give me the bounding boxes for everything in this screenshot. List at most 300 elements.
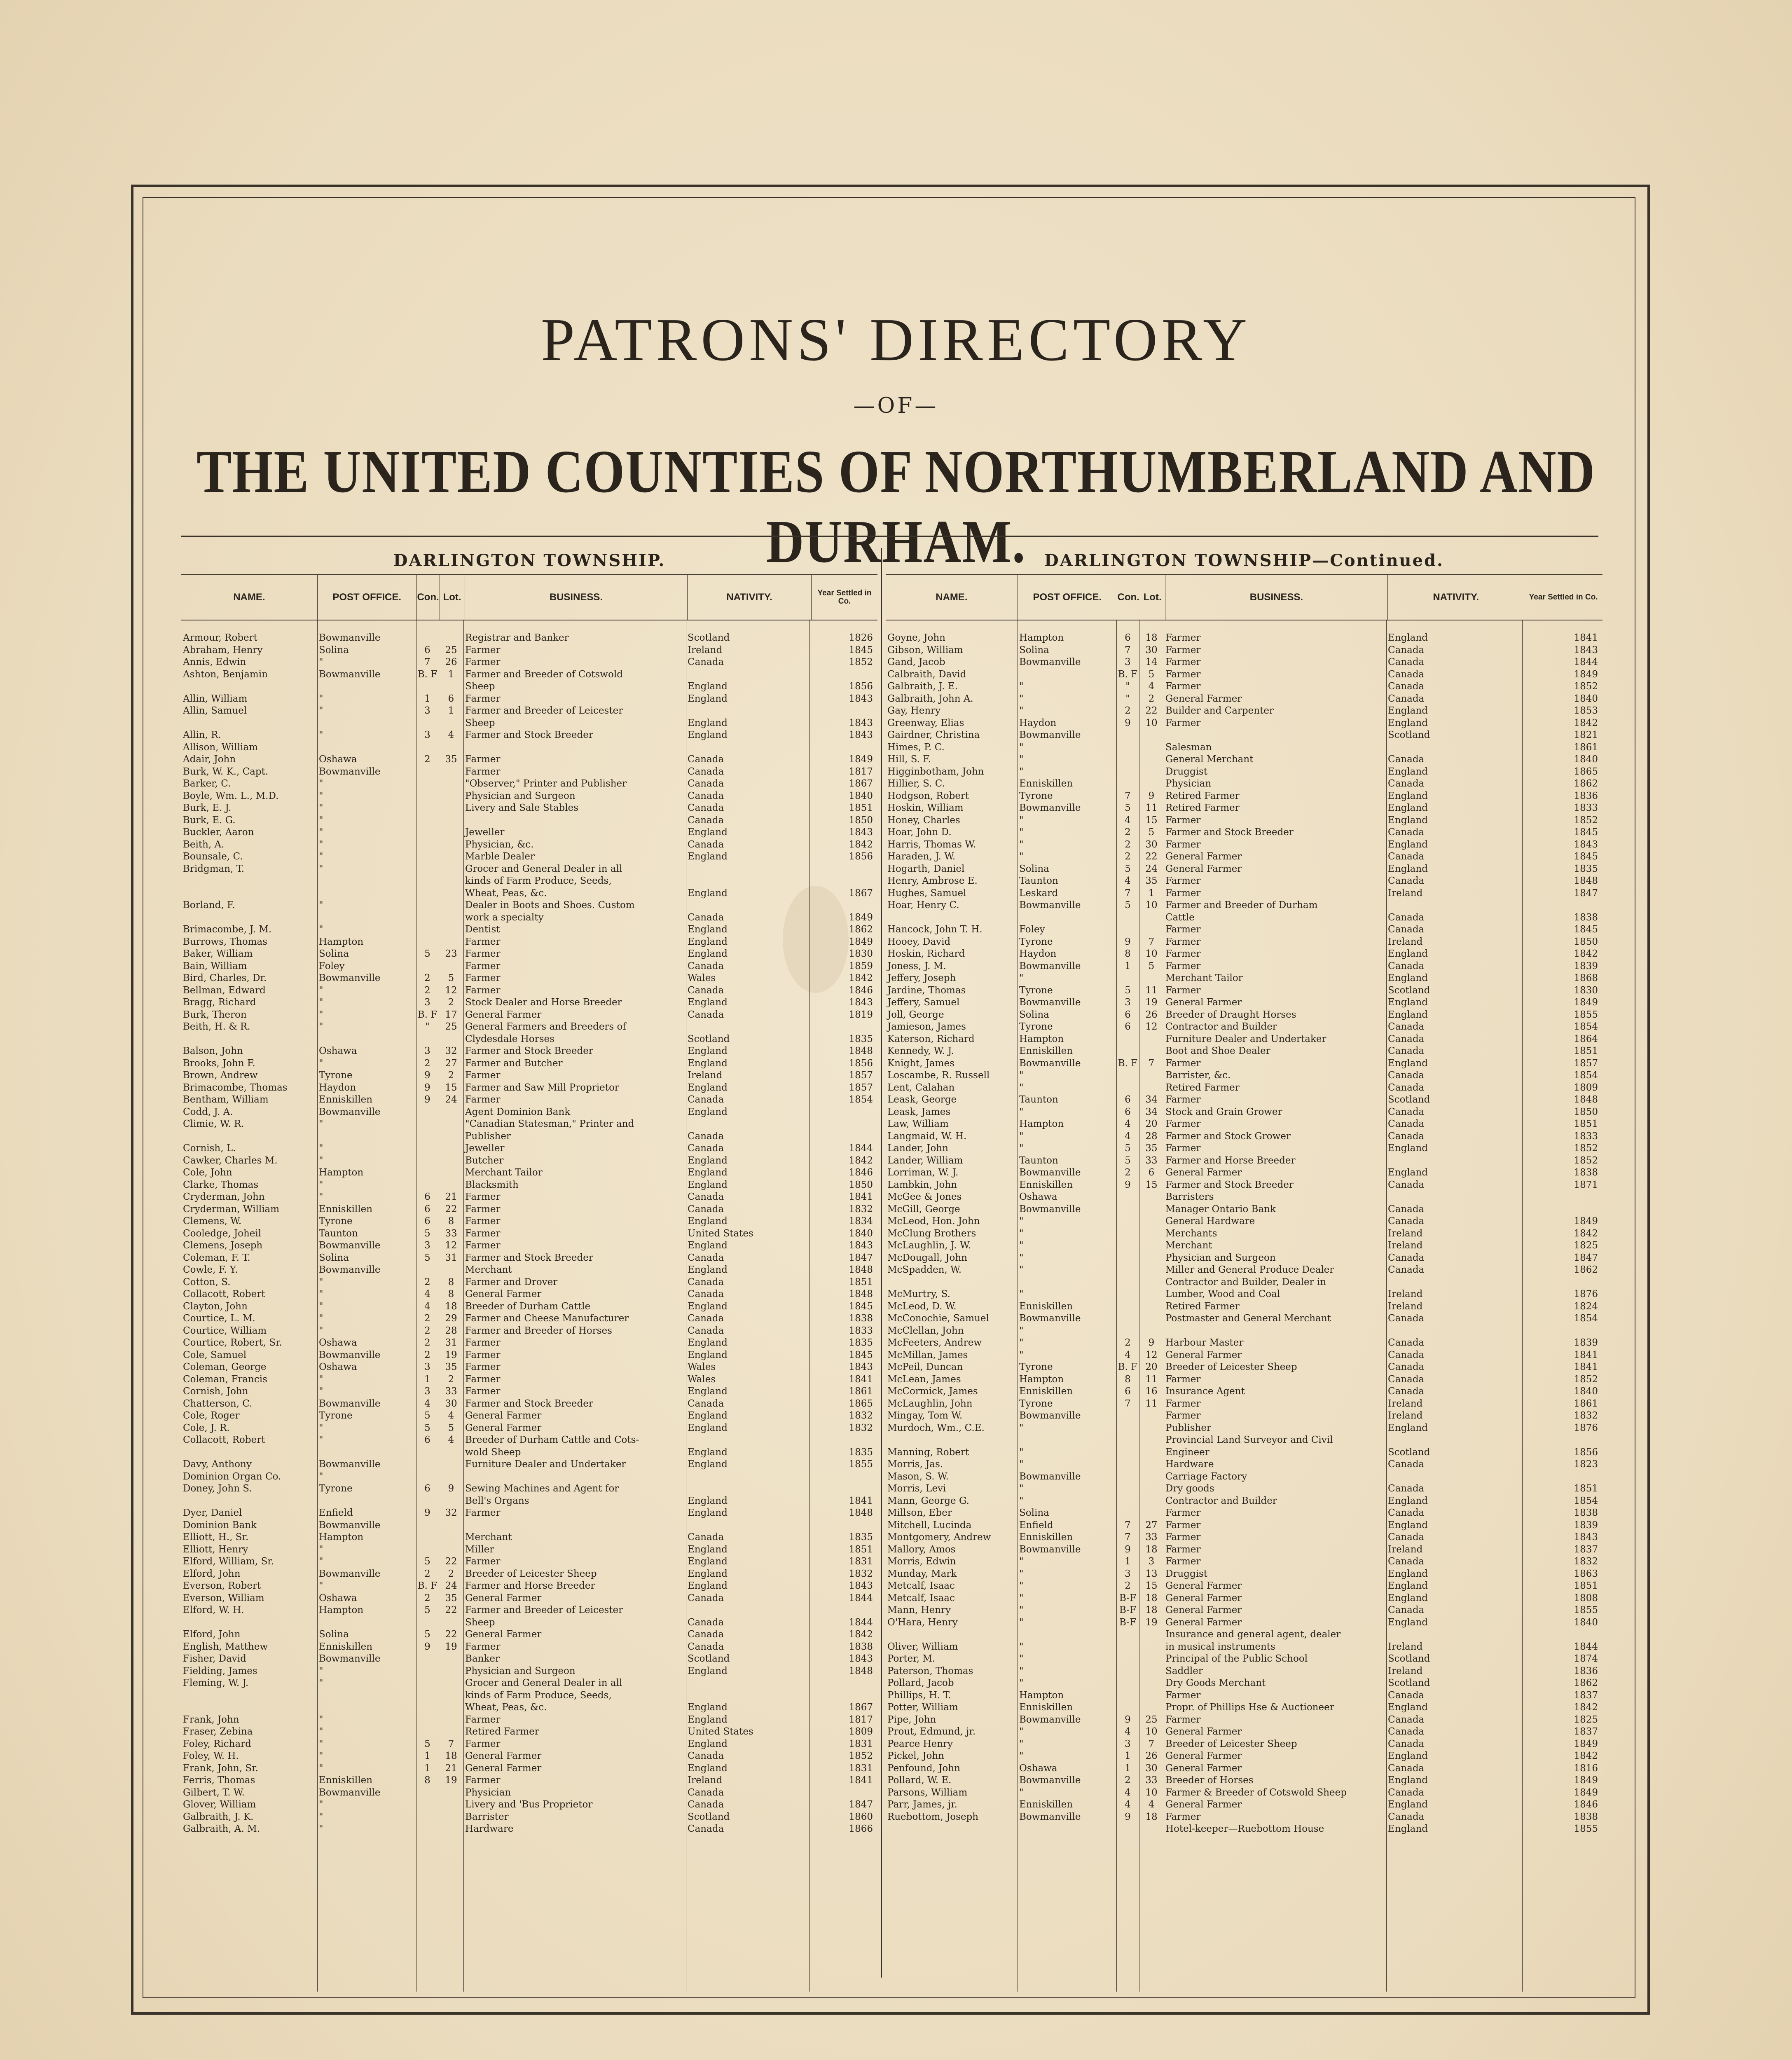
lot-cell: 22 — [1145, 705, 1158, 716]
lot-cell — [1139, 972, 1164, 985]
year-cell: 1848 — [849, 1264, 873, 1275]
lot-cell: 16 — [1145, 1386, 1158, 1397]
table-row — [181, 863, 877, 876]
nativity-cell: England — [1388, 1617, 1428, 1628]
con-cell: 1 — [1125, 1556, 1131, 1567]
con-cell — [1116, 912, 1139, 924]
name-cell: English, Matthew — [183, 1641, 268, 1652]
year-cell: 1843 — [849, 1240, 873, 1251]
lot-cell: 10 — [1145, 900, 1158, 911]
name-cell: McMurtry, S. — [887, 1289, 950, 1299]
nativity-cell: Canada — [688, 1398, 724, 1409]
year-cell: 1859 — [849, 960, 873, 971]
con-cell — [416, 802, 439, 815]
name-cell: Lorriman, W. J. — [887, 1167, 959, 1178]
con-cell: B-F — [1119, 1605, 1137, 1615]
lot-cell — [1139, 1823, 1164, 1835]
table-row — [181, 1726, 877, 1738]
business-cell: Farmer — [1165, 1398, 1201, 1409]
name-cell: Dyer, Daniel — [183, 1508, 242, 1518]
table-row — [181, 1471, 877, 1483]
post-office-cell: " — [319, 1471, 323, 1482]
lot-cell — [1139, 1629, 1164, 1641]
con-cell: 3 — [424, 1362, 430, 1372]
nativity-cell: Canada — [688, 1203, 724, 1215]
name-cell: Cawker, Charles M. — [183, 1155, 278, 1166]
con-cell: 3 — [1125, 657, 1131, 667]
post-office-cell: Bowmanville — [1019, 1811, 1081, 1822]
lot-cell — [1139, 1653, 1164, 1665]
table-row — [181, 1738, 877, 1751]
post-office-cell: Bowmanville — [1019, 730, 1081, 740]
business-cell: Clydesdale Horses — [465, 1033, 554, 1044]
nativity-cell: Canada — [688, 985, 724, 996]
con-cell — [416, 851, 439, 863]
lot-cell — [439, 1823, 463, 1835]
table-row — [181, 1653, 877, 1665]
year-cell: 1851 — [1574, 1046, 1598, 1056]
year-cell: 1846 — [849, 1167, 873, 1178]
post-office-cell: Hampton — [1019, 1374, 1064, 1385]
name-cell: Parr, James, jr. — [887, 1799, 957, 1810]
year-cell — [809, 1604, 875, 1617]
table-row — [886, 1580, 1603, 1592]
year-cell: 1848 — [1574, 1094, 1598, 1105]
business-cell: General Farmer — [1165, 1580, 1242, 1591]
table-row — [181, 1203, 877, 1216]
year-cell: 1862 — [1574, 1264, 1598, 1275]
con-cell — [1116, 1215, 1139, 1228]
post-office-cell: " — [1019, 1447, 1024, 1458]
table-row — [886, 790, 1603, 803]
lot-cell: 35 — [1145, 876, 1158, 886]
lot-cell — [439, 1811, 463, 1824]
name-cell: Cole, Samuel — [183, 1349, 247, 1360]
nativity-cell: England — [688, 1046, 728, 1056]
name-cell: Hoskin, Richard — [887, 948, 965, 959]
nativity-cell: Ireland — [688, 644, 723, 655]
con-cell: 6 — [424, 1483, 430, 1494]
lot-cell: 10 — [1145, 717, 1158, 728]
business-cell: Sewing Machines and Agent for — [465, 1483, 619, 1494]
business-cell: Provincial Land Surveyor and Civil — [1165, 1435, 1333, 1445]
nativity-cell — [686, 1471, 809, 1483]
con-cell: 6 — [1125, 1021, 1131, 1032]
business-cell: Farmer — [465, 1775, 501, 1786]
business-cell: General Farmer — [465, 1009, 542, 1020]
table-row — [181, 1240, 877, 1252]
post-office-cell: Foley — [1019, 924, 1045, 935]
lot-cell: 19 — [1145, 997, 1158, 1008]
year-cell: 1851 — [849, 1544, 873, 1555]
post-office-cell: Taunton — [1019, 1094, 1058, 1105]
table-row — [886, 936, 1603, 948]
table-row — [886, 863, 1603, 876]
table-row — [886, 632, 1603, 644]
business-cell: Insurance and general agent, dealer — [1165, 1629, 1341, 1640]
table-header — [181, 574, 877, 620]
nativity-cell: Scotland — [688, 1033, 730, 1044]
name-cell: Loscambe, R. Russell — [887, 1070, 990, 1081]
nativity-cell — [1386, 1155, 1522, 1167]
nativity-cell — [686, 1118, 809, 1131]
post-office-cell: " — [319, 1289, 323, 1299]
lot-cell: 22 — [445, 1556, 457, 1567]
lot-cell — [1139, 1215, 1164, 1228]
table-body — [181, 620, 877, 1992]
name-cell: Gay, Henry — [887, 705, 941, 716]
year-cell: 1836 — [1574, 790, 1598, 801]
lot-cell: 2 — [448, 997, 454, 1008]
table-row — [181, 899, 877, 912]
table-row — [181, 972, 877, 985]
post-office-cell: Haydon — [319, 1082, 356, 1093]
nativity-cell: Ireland — [1388, 1398, 1423, 1409]
business-cell: Farmer — [1165, 1532, 1201, 1543]
year-cell: 1855 — [849, 1459, 873, 1470]
year-cell — [1522, 1276, 1600, 1289]
table-row — [181, 912, 877, 924]
post-office-cell: " — [1019, 1665, 1024, 1676]
lot-cell: 1 — [1148, 887, 1155, 899]
table-row — [181, 1386, 877, 1398]
name-cell: Morris, Edwin — [887, 1556, 956, 1567]
table-row — [886, 1349, 1603, 1362]
business-cell: Contractor and Builder, Dealer in — [1165, 1276, 1326, 1288]
year-cell: 1861 — [1574, 1398, 1598, 1409]
name-cell: Penfound, John — [887, 1763, 960, 1774]
year-cell: 1855 — [1574, 1605, 1598, 1615]
nativity-cell: Canada — [1388, 644, 1425, 655]
business-cell: wold Sheep — [465, 1447, 521, 1458]
post-office-cell: " — [1019, 1678, 1024, 1688]
year-cell: 1852 — [1574, 681, 1598, 692]
year-cell: 1856 — [849, 681, 873, 692]
business-cell: Breeder of Horses — [1165, 1775, 1254, 1786]
con-cell — [1116, 1677, 1139, 1690]
nativity-cell — [1386, 742, 1522, 754]
nativity-cell: England — [688, 1544, 728, 1555]
nativity-cell: England — [688, 997, 728, 1008]
nativity-cell: Canada — [1388, 1119, 1425, 1129]
lot-cell — [1139, 1665, 1164, 1678]
con-cell: 9 — [1125, 1179, 1131, 1190]
post-office-cell: Hampton — [319, 1532, 364, 1543]
table-row — [886, 1447, 1603, 1459]
business-cell: Farmer — [1165, 1119, 1201, 1129]
table-row — [886, 1070, 1603, 1082]
name-cell: Hoar, John D. — [887, 827, 952, 838]
year-cell: 1849 — [849, 912, 873, 923]
lot-cell — [439, 826, 463, 839]
year-cell — [809, 1471, 875, 1483]
business-cell: Retired Farmer — [1165, 1301, 1240, 1312]
lot-cell: 20 — [1145, 1119, 1158, 1129]
year-cell: 1841 — [1574, 1349, 1598, 1360]
lot-cell: 18 — [1145, 632, 1158, 643]
name-cell: Ruebottom, Joseph — [887, 1811, 979, 1822]
post-office-cell — [317, 1690, 416, 1702]
nativity-cell: England — [1388, 863, 1428, 874]
nativity-cell: Scotland — [688, 1811, 730, 1822]
post-office-cell — [1018, 1434, 1116, 1447]
name-cell — [181, 1131, 317, 1143]
con-cell — [1116, 1422, 1139, 1435]
lot-cell — [439, 1131, 463, 1143]
name-cell: Fisher, David — [183, 1653, 246, 1664]
year-cell — [1522, 1325, 1600, 1337]
con-cell: 5 — [1125, 1143, 1131, 1154]
table-row — [181, 1422, 877, 1435]
con-cell — [416, 924, 439, 936]
nativity-cell: Canada — [688, 1313, 724, 1324]
name-cell: Kennedy, W. J. — [887, 1046, 954, 1056]
table-row — [181, 985, 877, 997]
con-cell: B. F — [1118, 669, 1138, 680]
table-row — [181, 1313, 877, 1325]
nativity-cell: Ireland — [1388, 1228, 1423, 1239]
con-cell: 2 — [424, 1592, 430, 1604]
post-office-cell: " — [1019, 754, 1024, 765]
con-cell: 5 — [424, 1410, 430, 1421]
post-office-cell: " — [319, 1155, 323, 1166]
name-cell: Henry, Ambrose E. — [887, 876, 978, 886]
year-cell: 1817 — [849, 1714, 873, 1725]
post-office-cell: " — [319, 1009, 323, 1020]
nativity-cell: Canada — [1388, 1787, 1425, 1798]
post-office-cell: Tyrone — [319, 1070, 353, 1081]
con-cell — [416, 1458, 439, 1471]
column-header-name: NAME. — [181, 575, 318, 620]
post-office-cell: " — [1019, 1082, 1024, 1093]
table-row — [886, 899, 1603, 912]
business-cell: Harbour Master — [1165, 1337, 1244, 1348]
con-cell — [1116, 1191, 1139, 1203]
business-cell: Druggist — [1165, 1568, 1208, 1579]
con-cell: 4 — [424, 1301, 430, 1312]
table-row — [886, 1811, 1603, 1824]
business-cell: Registrar and Banker — [465, 632, 569, 643]
name-cell: Oliver, William — [887, 1641, 958, 1652]
name-cell: Doney, John S. — [183, 1483, 252, 1494]
business-cell: Physician — [1165, 778, 1212, 789]
name-cell: Adair, John — [183, 754, 236, 765]
name-cell: Burk, E. J. — [183, 803, 232, 813]
post-office-cell: " — [319, 657, 323, 667]
business-cell: General Farmer — [465, 1592, 542, 1604]
name-cell: Bird, Charles, Dr. — [183, 973, 267, 983]
year-cell: 1861 — [1574, 742, 1598, 753]
con-cell — [1116, 1471, 1139, 1483]
name-cell: Frank, John, Sr. — [183, 1763, 258, 1774]
name-cell: Elliott, Henry — [183, 1544, 248, 1555]
nativity-cell: Canada — [1388, 1131, 1425, 1142]
year-cell: 1842 — [849, 1155, 873, 1166]
table-row — [181, 1410, 877, 1422]
business-cell: Farmer — [1165, 936, 1201, 947]
lot-cell — [439, 924, 463, 936]
nativity-cell: Canada — [1388, 1313, 1425, 1324]
nativity-cell — [686, 1677, 809, 1690]
year-cell: 1821 — [1574, 730, 1598, 740]
lot-cell — [439, 1179, 463, 1192]
lot-cell: 22 — [445, 1605, 457, 1615]
nativity-cell: England — [1388, 1143, 1428, 1154]
post-office-cell: Solina — [319, 1252, 349, 1263]
name-cell — [886, 1629, 1018, 1641]
table-row — [886, 717, 1603, 730]
con-cell: 5 — [1125, 863, 1131, 874]
business-cell: General Farmer — [1165, 863, 1242, 874]
business-cell: Farmer — [465, 1714, 501, 1725]
column-header-name: NAME. — [886, 575, 1018, 620]
nativity-cell: Canada — [1388, 1082, 1425, 1093]
nativity-cell: England — [688, 1240, 728, 1251]
post-office-cell: " — [1019, 705, 1024, 716]
name-cell: Allin, Samuel — [183, 705, 247, 716]
business-cell: Farmer — [465, 1556, 501, 1567]
lot-cell: 24 — [445, 1580, 457, 1591]
table-row — [181, 705, 877, 717]
name-cell: Harris, Thomas W. — [887, 839, 976, 850]
lot-cell — [1139, 1191, 1164, 1203]
lot-cell — [439, 1653, 463, 1665]
name-cell: Elford, John — [183, 1568, 241, 1579]
name-cell: Barker, C. — [183, 778, 231, 789]
table-row — [181, 669, 877, 681]
table-row — [181, 1118, 877, 1131]
name-cell: Pearce Henry — [887, 1738, 953, 1749]
business-cell: Blacksmith — [465, 1179, 519, 1190]
business-cell: Farmer — [465, 1738, 501, 1749]
business-cell: Livery and Sale Stables — [465, 803, 579, 813]
lot-cell: 24 — [445, 1094, 457, 1105]
name-cell: Cowle, F. Y. — [183, 1264, 238, 1275]
lot-cell — [1139, 729, 1164, 742]
name-cell: McLaughlin, J. W. — [887, 1240, 971, 1251]
nativity-cell: Canada — [1388, 1386, 1425, 1397]
name-cell: Elliott, H., Sr. — [183, 1532, 249, 1543]
con-cell: 2 — [1125, 1580, 1131, 1591]
table-row — [886, 1045, 1603, 1058]
business-cell: Farmer & Breeder of Cotswold Sheep — [1165, 1787, 1347, 1798]
business-cell: Farmer and Saw Mill Proprietor — [465, 1082, 619, 1093]
con-cell: B. F — [1118, 1362, 1138, 1372]
post-office-cell: " — [319, 863, 323, 874]
year-cell: 1847 — [1574, 1252, 1598, 1263]
nativity-cell: England — [1388, 632, 1428, 643]
lot-cell — [1139, 1458, 1164, 1471]
post-office-cell: Oshawa — [319, 1337, 357, 1348]
name-cell: Balson, John — [183, 1046, 243, 1056]
name-cell: Brown, Andrew — [183, 1070, 258, 1081]
post-office-cell: Enfield — [1019, 1519, 1053, 1531]
post-office-cell: Bowmanville — [319, 632, 381, 643]
post-office-cell — [1018, 1629, 1116, 1641]
business-cell: General Farmer — [465, 1763, 542, 1774]
name-cell: Pollard, W. E. — [887, 1775, 952, 1786]
nativity-cell: Canada — [1388, 827, 1425, 838]
year-cell: 1839 — [1574, 960, 1598, 971]
name-cell: Brooks, John F. — [183, 1058, 255, 1069]
lot-cell — [439, 681, 463, 693]
lot-cell: 10 — [1145, 948, 1158, 959]
table-row — [886, 729, 1603, 742]
business-cell: General Farmer — [1165, 1617, 1242, 1628]
year-cell: 1816 — [1574, 1763, 1598, 1774]
year-cell: 1842 — [849, 839, 873, 850]
lot-cell: 9 — [448, 1483, 454, 1494]
business-cell: General Farmer — [1165, 851, 1242, 862]
nativity-cell: England — [688, 827, 728, 838]
table-row — [886, 1483, 1603, 1495]
nativity-cell: England — [688, 1058, 728, 1069]
nativity-cell: Canada — [1388, 1046, 1425, 1056]
table-row — [886, 924, 1603, 936]
con-cell — [416, 1118, 439, 1131]
con-cell: 4 — [1125, 1726, 1131, 1737]
name-cell: McClellan, John — [887, 1325, 964, 1336]
year-cell: 1840 — [1574, 1386, 1598, 1397]
lot-cell — [1139, 1325, 1164, 1337]
year-cell — [809, 1519, 875, 1532]
business-cell: Druggist — [1165, 766, 1208, 777]
con-cell: 2 — [1125, 851, 1131, 862]
table-row — [181, 936, 877, 948]
lot-cell — [1139, 1252, 1164, 1264]
year-cell: 1848 — [849, 1289, 873, 1299]
name-cell: Clarke, Thomas — [183, 1179, 259, 1190]
post-office-cell: " — [319, 924, 323, 935]
business-cell: Retired Farmer — [1165, 790, 1240, 801]
nativity-cell: Canada — [1388, 1726, 1425, 1737]
nativity-cell: Canada — [1388, 1106, 1425, 1117]
lot-cell: 5 — [448, 973, 454, 983]
con-cell: 8 — [424, 1775, 430, 1786]
con-cell — [416, 1714, 439, 1726]
con-cell — [416, 899, 439, 912]
con-cell: 5 — [424, 1556, 430, 1567]
year-cell: 1835 — [849, 1033, 873, 1044]
business-cell: Furniture Dealer and Undertaker — [465, 1459, 626, 1470]
con-cell — [1116, 1629, 1139, 1641]
post-office-cell: " — [319, 1179, 323, 1190]
business-cell: General Farmer — [1165, 1763, 1242, 1774]
lot-cell — [439, 875, 463, 887]
post-office-cell: " — [319, 1824, 323, 1834]
name-cell: Jeffery, Joseph — [887, 973, 956, 983]
table-row — [181, 1349, 877, 1362]
nativity-cell: England — [688, 681, 728, 692]
year-cell: 1851 — [1574, 1119, 1598, 1129]
year-cell: 1843 — [849, 1653, 873, 1664]
table-row — [886, 912, 1603, 924]
post-office-cell: Hampton — [1019, 1690, 1064, 1701]
lot-cell — [1139, 766, 1164, 778]
lot-cell: 23 — [445, 948, 457, 959]
post-office-cell — [317, 1617, 416, 1629]
name-cell: Lander, William — [887, 1155, 963, 1166]
post-office-cell: " — [319, 1386, 323, 1397]
name-cell: Allin, R. — [183, 730, 221, 740]
post-office-cell: " — [319, 1665, 323, 1676]
lot-cell: 4 — [448, 1435, 454, 1445]
table-row — [181, 1215, 877, 1228]
post-office-cell: " — [319, 693, 323, 704]
business-cell: Livery and 'Bus Proprietor — [465, 1799, 593, 1810]
post-office-cell: " — [319, 997, 323, 1008]
lot-cell: 21 — [445, 1763, 457, 1774]
